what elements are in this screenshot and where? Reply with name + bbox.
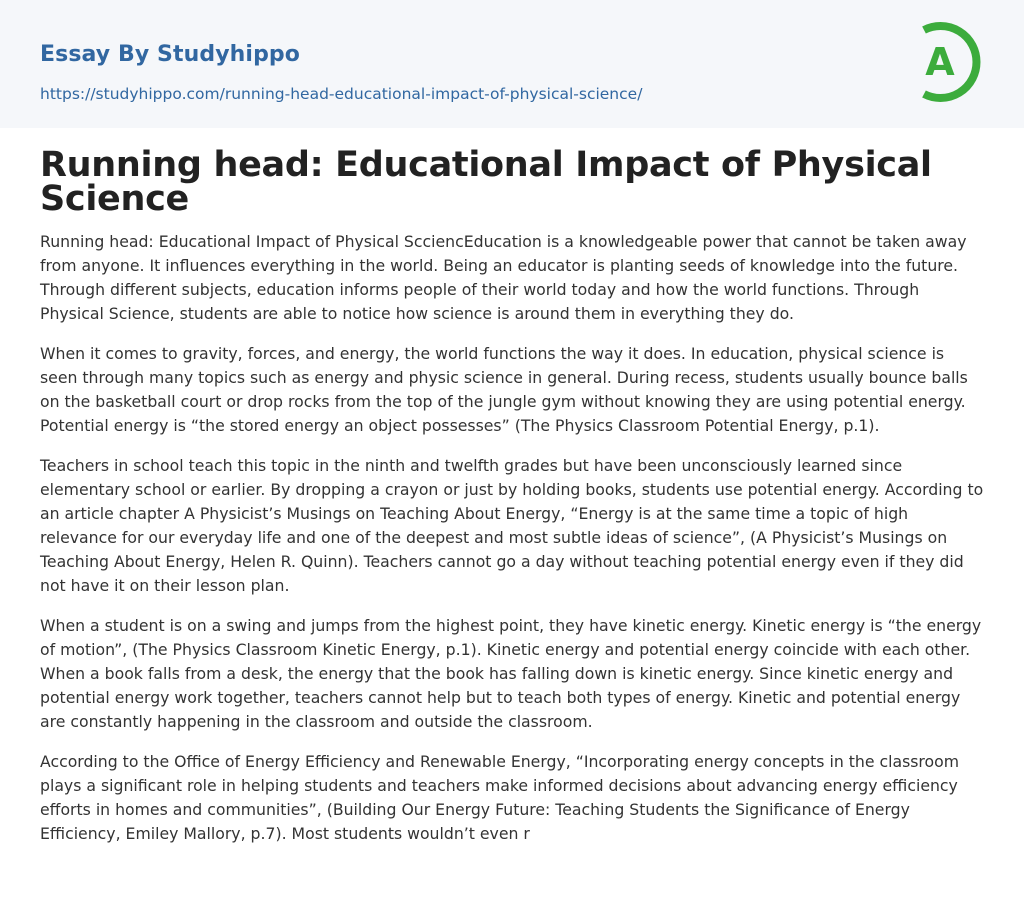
article-paragraph-3: Teachers in school teach this topic in the ninth and twelfth grades but have been unconsciously learned since elementary school or earlier. By dropping a crayon or just by holding books, students use potential energy. According to an article chapter A Physicist’s Musings on Teaching About Energy, “Energy is at the same time a topic of high relevance for our everyday life and one of the deepest and most subtle ideas of science”, (A Physicist’s Musings on Teaching About Energy, Helen R. Quinn). Teachers cannot go a day without teaching potential energy even if they did not have it on their lesson plan. <box>40 456 984 595</box>
article-title: Running head: Educational Impact of Physical Science <box>40 145 932 219</box>
logo-letter: A <box>925 40 955 84</box>
article-paragraph-1: Running head: Educational Impact of Physical ScciencEducation is a knowledgeable power that cannot be taken away from anyone. It influences everything in the world. Being an educator is planting seeds of knowledge into the future. Through different subjects, education informs people of their world today and how the world functions. Through Physical Science, students are able to notice how science is around them in everything they do. <box>40 232 967 323</box>
article-paragraph-5: According to the Office of Energy Efficiency and Renewable Energy, “Incorporating energy concepts in the classroom plays a significant role in helping students and teachers make informed decisions about advancing energy efficiency efforts in homes and communities”, (Building Our Energy Future: Teaching Students the Significance of Energy Efficiency, Emiley Mallory, p.7). Most students wouldn’t even r <box>40 752 960 843</box>
article-paragraph-4: When a student is on a swing and jumps from the highest point, they have kinetic energy. Kinetic energy is “the energy of motion”, (The Physics Classroom Kinetic Energy, p.1). Kinetic energy and potential energy coincide with each other. When a book falls from a desk, the energy that the book has falling down is kinetic energy. Since kinetic energy and potential energy work together, teachers cannot help but to teach both types of energy. Kinetic and potential energy are constantly happening in the classroom and outside the classroom. <box>40 616 982 731</box>
site-name[interactable]: Essay By Studyhippo <box>40 42 300 67</box>
article-paragraph-2: When it comes to gravity, forces, and energy, the world functions the way it does. In education, physical science is seen through many topics such as energy and physic science in general. During recess, students usually bounce balls on the basketball court or drop rocks from the top of the jungle gym without knowing they are using potential energy. Potential energy is “the stored energy an object possesses” (The Physics Classroom Potential Energy, p.1). <box>40 344 968 435</box>
studyhippo-logo-icon[interactable] <box>914 20 986 104</box>
site-header <box>0 0 1024 128</box>
article <box>40 145 984 862</box>
source-url-link[interactable]: https://studyhippo.com/running-head-educational-impact-of-physical-science/ <box>40 85 643 103</box>
